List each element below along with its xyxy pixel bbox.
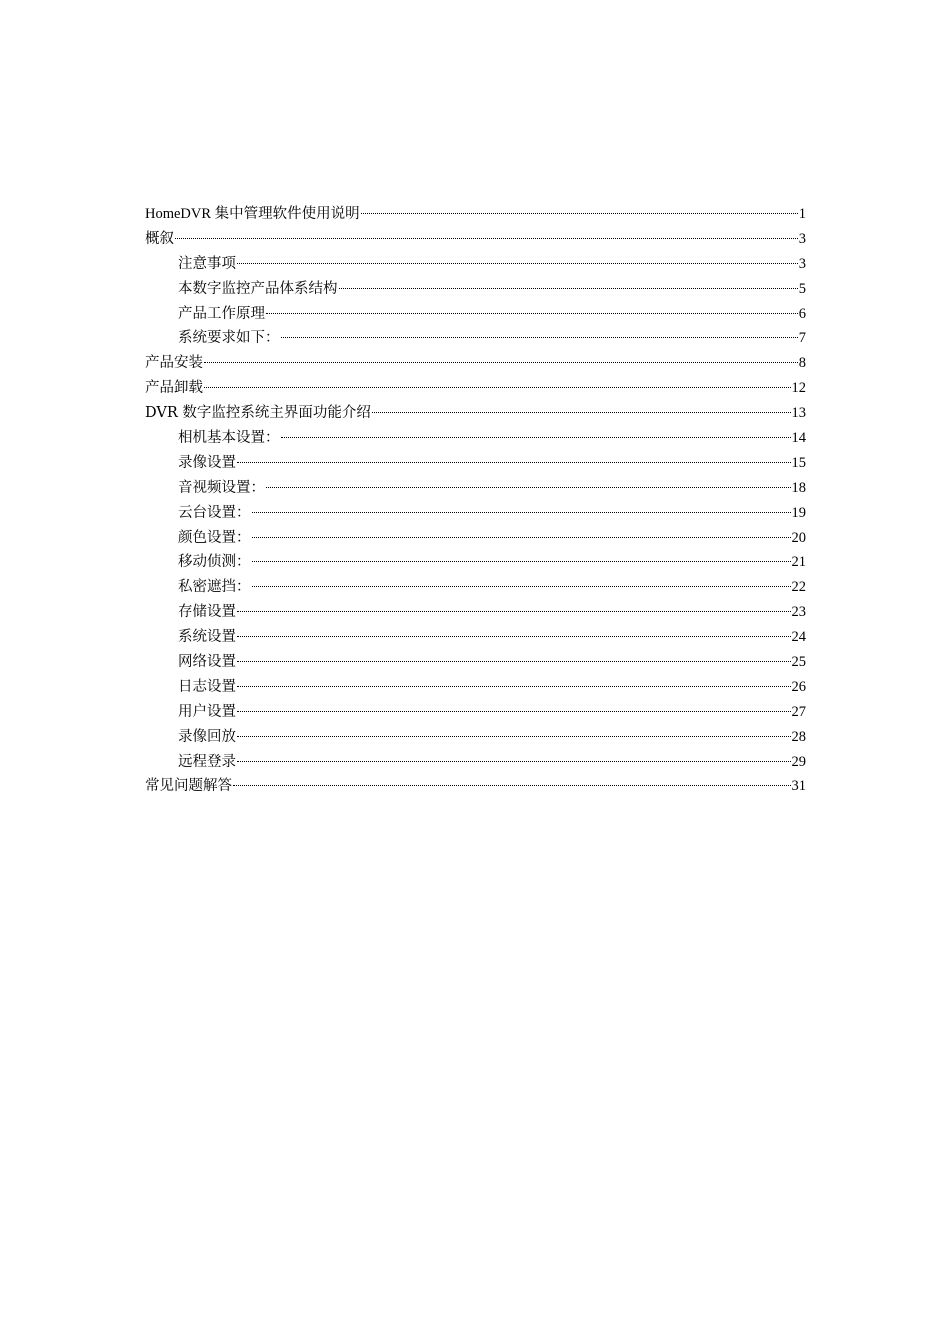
toc-entry-title: 产品工作原理 [178,305,265,322]
table-of-contents [145,202,806,799]
toc-entry-title: 系统设置 [178,629,236,646]
toc-dot-leader [204,362,798,363]
toc-entry-av-settings[interactable] [145,476,806,501]
toc-entry-title: 网络设置 [178,654,236,671]
toc-entry-title: 私密遮挡： [178,579,251,596]
toc-dot-leader [204,387,791,388]
toc-entry-user-settings[interactable] [145,700,806,725]
toc-entry-page: 20 [791,529,806,546]
toc-dot-leader [281,437,791,438]
toc-entry-camera-settings[interactable] [145,426,806,451]
toc-entry-page: 14 [791,430,806,447]
toc-entry-title: 相机基本设置： [178,430,280,447]
toc-dot-leader [237,636,791,637]
toc-entry-title: 录像设置 [178,454,236,471]
toc-entry-remote-login[interactable] [145,750,806,775]
toc-dot-leader [233,785,791,786]
toc-entry-page: 8 [798,355,806,372]
toc-entry-page: 21 [791,554,806,571]
toc-entry-title: 产品卸载 [145,380,203,397]
toc-entry-title: 注意事项 [178,255,236,272]
toc-entry-page: 22 [791,579,806,596]
toc-entry-architecture[interactable] [145,277,806,302]
toc-dot-leader [252,537,791,538]
toc-entry-precautions[interactable] [145,252,806,277]
toc-entry-system-settings[interactable] [145,625,806,650]
toc-entry-color-settings[interactable] [145,526,806,551]
toc-entry-page: 3 [798,230,806,247]
toc-entry-title: HomeDVR 集中管理软件使用说明 [145,206,360,222]
toc-entry-privacy-mask[interactable] [145,575,806,600]
toc-entry-page: 18 [791,479,806,496]
toc-entry-page: 19 [791,504,806,521]
toc-entry-page: 24 [791,629,806,646]
toc-entry-log-settings[interactable] [145,675,806,700]
toc-entry-page: 31 [791,778,806,795]
toc-entry-page: 15 [791,454,806,471]
toc-entry-title: DVR 数字监控系统主界面功能介绍 [145,405,371,422]
toc-entry-installation[interactable] [145,351,806,376]
toc-entry-title: 存储设置 [178,604,236,621]
toc-dot-leader [281,337,798,338]
toc-dot-leader [237,661,791,662]
toc-entry-page: 27 [791,703,806,720]
toc-entry-page: 13 [791,405,806,422]
toc-entry-faq[interactable] [145,774,806,799]
toc-entry-title: 音视频设置： [178,479,265,496]
toc-entry-page: 28 [791,728,806,745]
toc-entry-title: 产品安装 [145,355,203,372]
toc-dot-leader [266,487,791,488]
toc-entry-uninstallation[interactable] [145,376,806,401]
toc-dot-leader [237,736,791,737]
toc-dot-leader [339,288,798,289]
toc-dot-leader [252,512,791,513]
toc-entry-page: 5 [798,280,806,297]
toc-entry-ptz-settings[interactable] [145,501,806,526]
toc-entry-title: 录像回放 [178,728,236,745]
toc-entry-page: 6 [798,305,806,322]
toc-entry-title: 移动侦测： [178,554,251,571]
toc-entry-title: 日志设置 [178,678,236,695]
toc-dot-leader [237,462,791,463]
toc-entry-title: 云台设置： [178,504,251,521]
toc-entry-working-principle[interactable] [145,302,806,327]
toc-entry-storage-settings[interactable] [145,600,806,625]
toc-entry-homedvr-manual[interactable] [145,202,806,227]
toc-dot-leader [237,711,791,712]
toc-dot-leader [252,586,791,587]
toc-entry-overview[interactable] [145,227,806,252]
toc-entry-recording-settings[interactable] [145,451,806,476]
toc-entry-title: 用户设置 [178,703,236,720]
toc-dot-leader [361,213,798,214]
toc-entry-motion-detection[interactable] [145,550,806,575]
toc-entry-title: 颜色设置： [178,529,251,546]
toc-dot-leader [237,686,791,687]
toc-entry-network-settings[interactable] [145,650,806,675]
toc-entry-page: 1 [798,206,806,222]
toc-dot-leader [266,313,798,314]
toc-entry-page: 3 [798,255,806,272]
toc-entry-title: 远程登录 [178,753,236,770]
toc-entry-title: 常见问题解答 [145,778,232,795]
toc-entry-title: 概叙 [145,230,174,247]
toc-entry-page: 7 [798,330,806,347]
toc-entry-system-requirements[interactable] [145,326,806,351]
toc-entry-page: 23 [791,604,806,621]
toc-dot-leader [237,611,791,612]
toc-dot-leader [252,561,791,562]
toc-entry-page: 25 [791,654,806,671]
toc-dot-leader [237,263,798,264]
toc-entry-title: 本数字监控产品体系结构 [178,280,338,297]
toc-dot-leader [175,238,798,239]
toc-entry-main-interface[interactable] [145,401,806,426]
toc-entry-playback[interactable] [145,725,806,750]
toc-dot-leader [237,761,791,762]
toc-entry-page: 26 [791,678,806,695]
toc-entry-page: 12 [791,380,806,397]
toc-entry-title: 系统要求如下： [178,330,280,347]
toc-dot-leader [372,412,791,413]
toc-entry-page: 29 [791,753,806,770]
